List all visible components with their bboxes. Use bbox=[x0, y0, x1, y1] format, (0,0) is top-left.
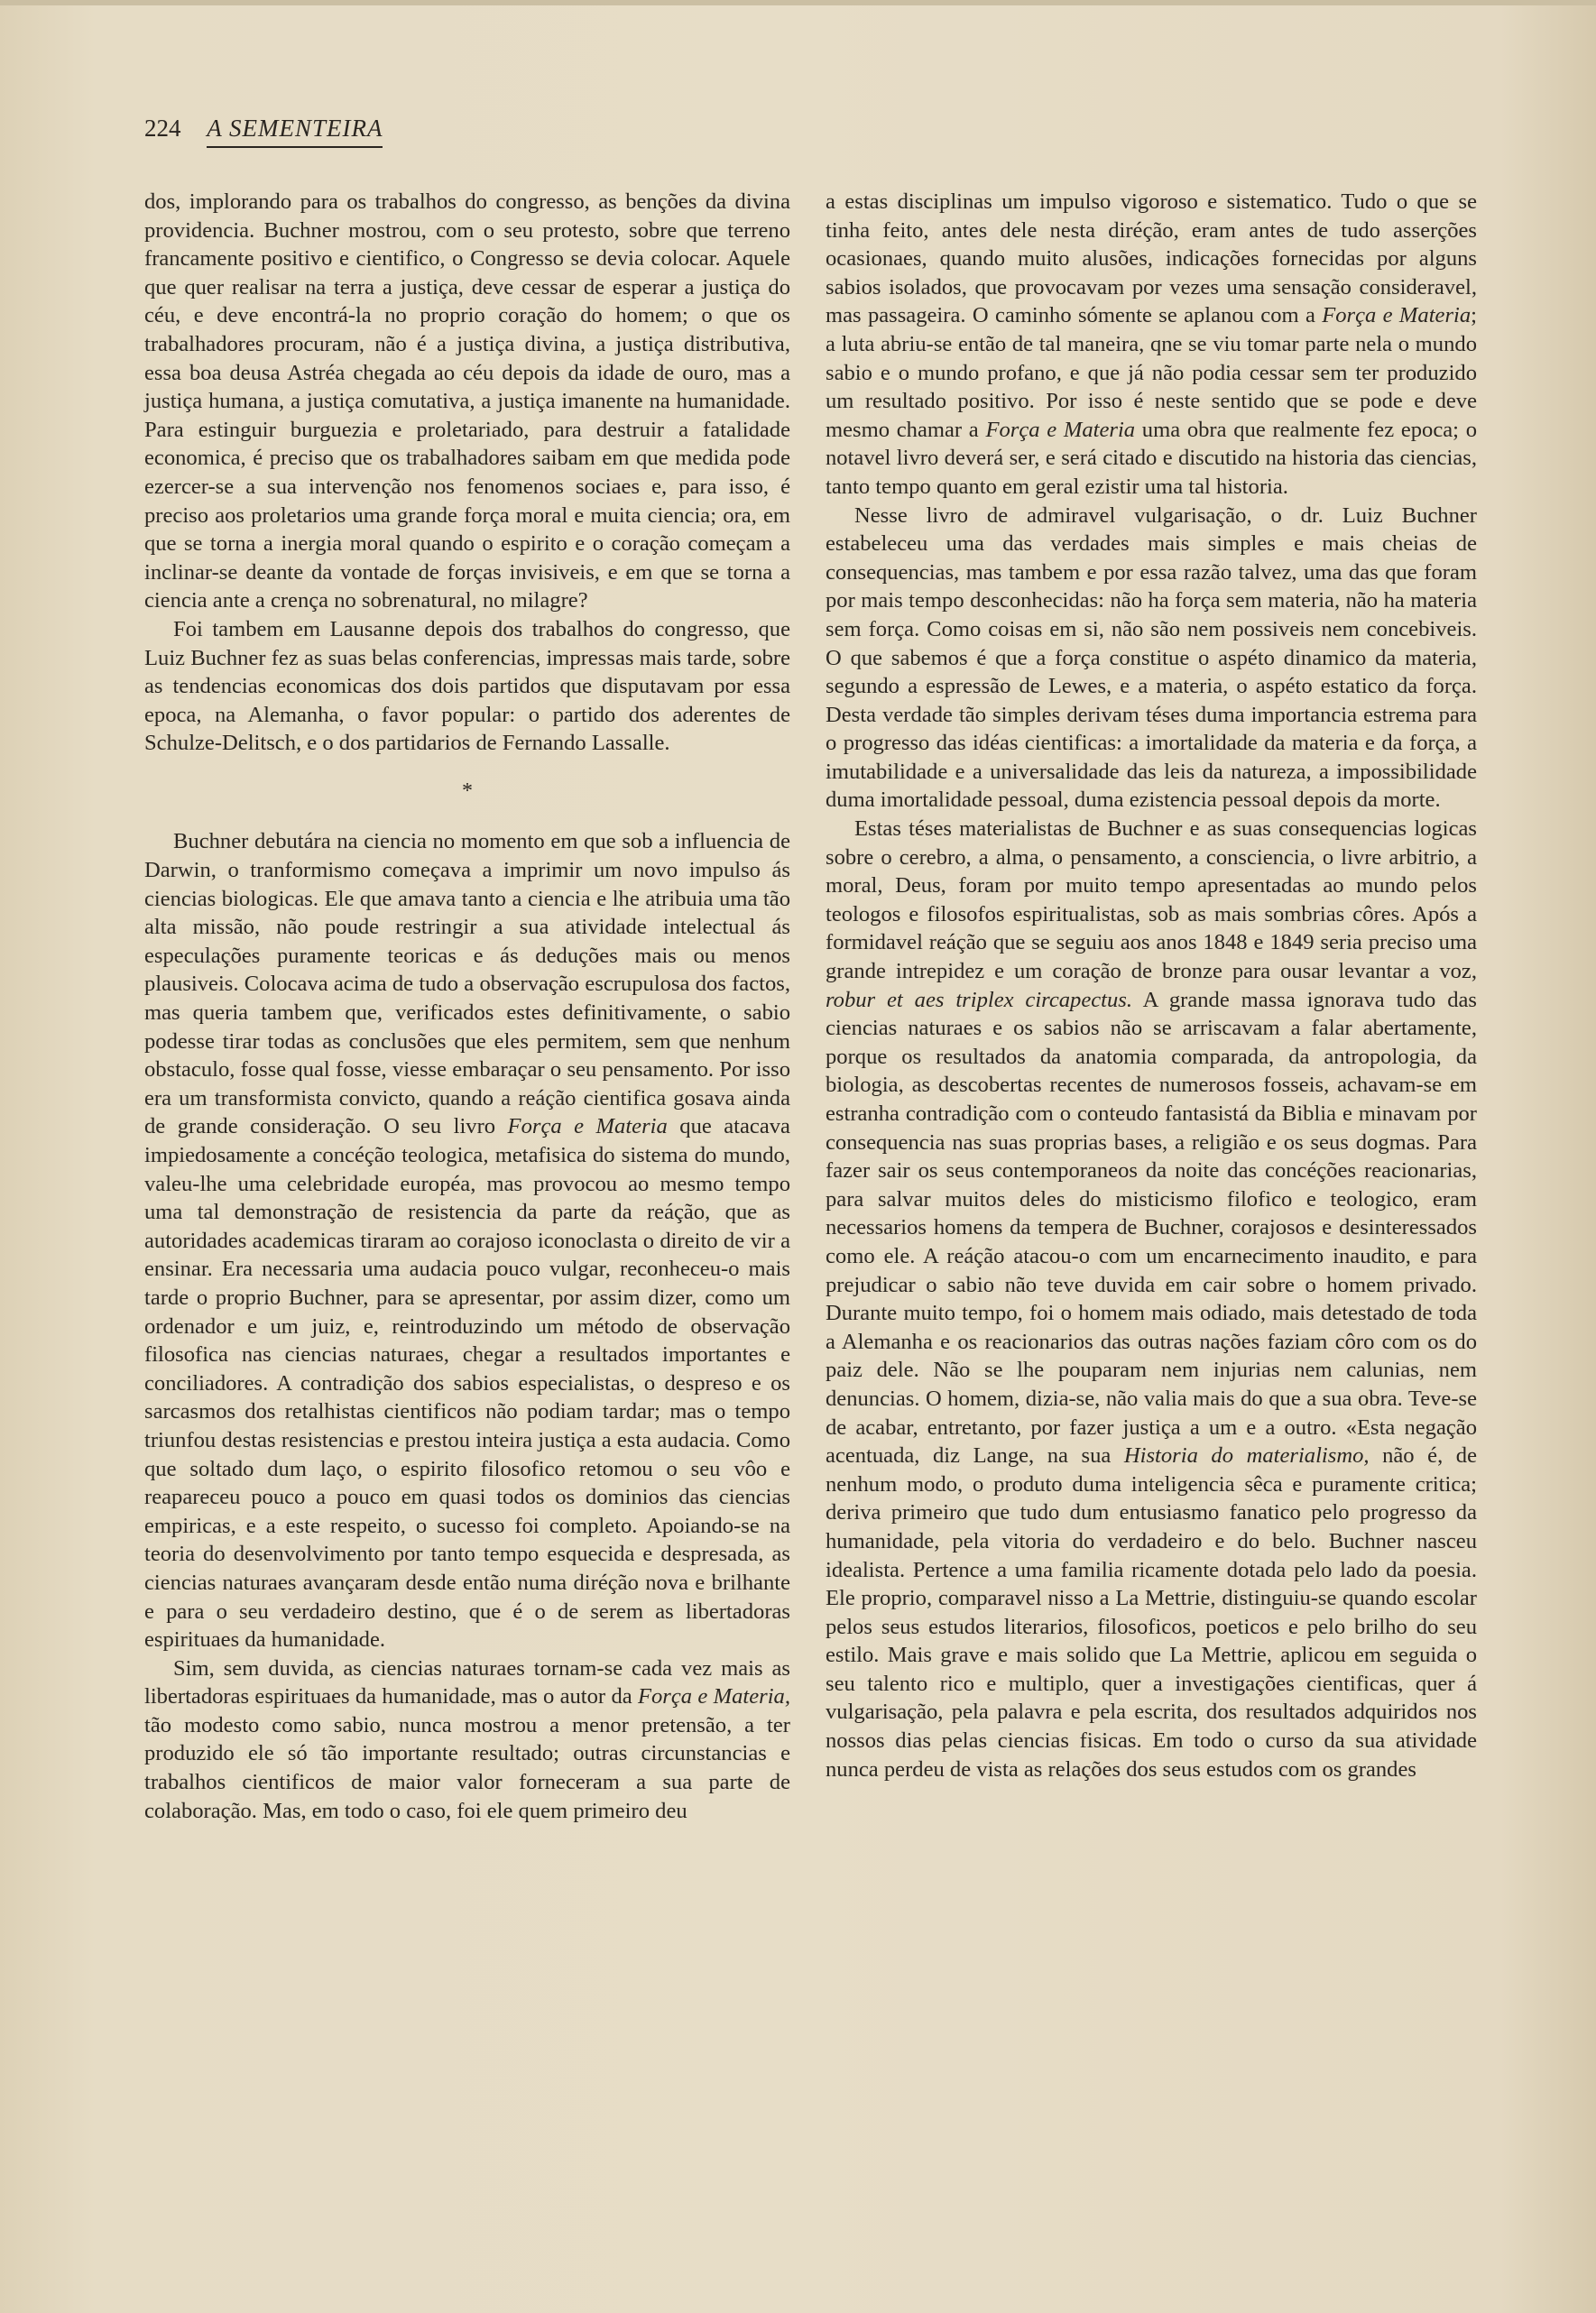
top-edge bbox=[0, 0, 1596, 5]
paragraph bbox=[144, 1654, 790, 1826]
paragraph: Foi tambem em Lausanne depois dos trabalhos do congresso, que Luiz Buchner fez as suas belas conferencias, impressas mais tarde, sobre as tendencias economicas dos dois partidos que disputavam por essa epoca, na Alemanha, o favor popular: o partido dos aderentes de Schulze-Delitsch, e o dos partidarios de Fernando Lassalle. bbox=[144, 616, 790, 756]
text-run: uma obra que realmente fez epoca; o notavel livro deverá ser, e será citado e discutido na historia das ciencias, tanto tempo quanto em geral ezistir uma tal historia. bbox=[826, 417, 1477, 499]
left-column bbox=[144, 188, 790, 1825]
text-run: tão modesto como sabio, nunca mostrou a menor pretensão, a ter produzido ele só tão importante resultado; outras circunstancias e trabalhos cientificos de maior valor forneceram a sua parte de colaboração. Mas, em todo o caso, foi ele quem primeiro deu bbox=[144, 1712, 790, 1823]
text-run: ; a luta abriu-se então de tal maneira, qne se viu tomar parte nela o mundo sabio e o mundo profano, e que já não podia cessar sem ter produzido um resultado positivo. Por isso é neste sentido que se pode e deve mesmo chamar a bbox=[826, 303, 1477, 442]
latin-quote: robur et aes triplex circapectus. bbox=[826, 987, 1133, 1012]
book-title: Força e Materia bbox=[1322, 303, 1471, 328]
page-number: 224 bbox=[144, 115, 181, 142]
paragraph: dos, implorando para os trabalhos do congresso, as benções da divina providencia. Buchner mostrou, com o seu protesto, sobre que terreno francamente positivo e cientifico, o Congresso se devia colocar. Aquele que quer realisar na terra a justiça, deve cessar de esperar a justiça do céu, e deve encontrá-la no proprio coração do homem; o que os trabalhadores procuram, não é a justiça divina, a justiça distributiva, essa boa deusa Astréa chegada ao céu depois da idade de ouro, mas a justiça humana, a justiça comutativa, a justiça imanente na humanidade. Para estinguir burguezia e proletariado, para destruir a fatalidade economica, é preciso que os trabalhadores saibam em que medida pode ezercer-se a sua intervenção nos fenomenos sociaes e, para isso, é preciso aos proletarios uma grande força moral e muita ciencia; ora, em que se torna a inergia moral quando o espirito e o coração começam a inclinar-se deante da vontade de forças invisiveis, e em que se torna a ciencia ante a crença no sobrenatural, no milagre? bbox=[144, 189, 790, 613]
text-run: não é, de nenhum modo, o produto duma inteligencia sêca e puramente critica; deriva primeiro que tudo dum entusiasmo fanatico pelo progresso da humanidade, pela vitoria do verdadeiro e do belo. Buchner nasceu idealista. Pertence a uma familia ricamente dotada pelo lado da poesia. Ele proprio, comparavel nisso a La Mettrie, distinguiu-se quando escolar pelos seus estudos literarios, filosoficos, poeticos e pelo brilho do seu estilo. Mais grave e mais solido que La Mettrie, aplicou em seguida o seu talento rico e multiplo, quer a investigações cientificas, quer á vulgarisação, pela palavra e pela escrita, dos resultados adquiridos nos nossos dias pelas ciencias fisicas. Em todo o curso da sua atividade nunca perdeu de vista as relações dos seus estudos com os grandes bbox=[826, 1443, 1477, 1782]
book-title: Força e Materia bbox=[985, 417, 1136, 442]
book-title: Força e Materia, bbox=[637, 1684, 790, 1709]
text-run: Sim, sem duvida, as ciencias naturaes tornam-se cada vez mais as libertadoras espirituaes da humanidade, mas o autor da bbox=[144, 1655, 790, 1709]
paragraph bbox=[826, 188, 1477, 502]
text-run: que atacava impiedosamente a concéção teologica, metafisica do sistema do mundo, valeu-lhe uma celebridade européa, mas provocou ao mesmo tempo uma tal demonstração de resistencia da parte da reáção, que as autoridades academicas tiraram ao corajoso iconoclasta o direito de vir a ensinar. Era necessaria uma audacia pouco vulgar, reconheceu-o mais tarde o proprio Buchner, para se apresentar, por assim dizer, como um ordenador e um juiz, e, reintroduzindo um método de observação filosofica nas ciencias naturaes, chegar a resultados importantes e conciliadores. A contradição dos sabios especialistas, o despreso e os sarcasmos dos retalhistas cientificos não podiam tardar; mas o tempo triunfou destas resistencias e prestou inteira justiça a esta audacia. Como que soltado dum laço, o espirito filosofico retomou o seu vôo e reapareceu pouco a pouco em quasi todos os dominios das ciencias empiricas, e a este respeito, o sucesso foi completo. Apoiando-se na teoria do desenvolvimento por tanto tempo esquecida e despresada, as ciencias naturaes avançaram desde então numa diréção nova e brilhante e para o seu verdadeiro destino, que é o de serem as libertadoras espirituaes da humanidade. bbox=[144, 1114, 790, 1653]
book-title: Força e Materia bbox=[507, 1114, 668, 1139]
text-run: a estas disciplinas um impulso vigoroso e sistematico. Tudo o que se tinha feito, antes dele nesta diréção, eram antes de tudo asserções ocasionaes, quando muito alusões, indicações fornecidas por alguns sabios isolados, que provocavam por vezes uma sensação consideravel, mas passageira. O caminho sómente se aplanou com a bbox=[826, 189, 1477, 328]
text-run: Buchner debutára na ciencia no momento em que sob a influencia de Darwin, o tranformismo começava a imprimir um novo impulso ás ciencias biologicas. Ele que amava tanto a ciencia e lhe atribuia uma tão alta missão, não poude restringir a sua atividade intelectual ás especulações puramente teoricas e ás deduções mais ou menos plausiveis. Colocava acima de tudo a observação escrupulosa dos factos, mas queria tambem que, verificados estes definitivamente, o sabio podesse tirar todas as conclusões que eles permitem, sem que nenhum obstaculo, fosse qual fosse, viesse embaraçar o seu pensamento. Por isso era um transformista convicto, quando a reáção cientifica gosava ainda de grande consideração. O seu livro bbox=[144, 829, 790, 1139]
text-run: A grande massa ignorava tudo das ciencias naturaes e os sabios não se arriscavam a falar abertamente, porque os resultados da anatomia comparada, da antropologia, da biologia, as descobertas recentes de numerosos fosseis, achavam-se em estranha contradição com o conteudo fantasistá da Biblia e minavam por consequencia nas suas proprias bases, a religião e os seus dogmas. Para fazer sair os seus contemporaneos da noite das concéções reacionarias, para salvar muitos deles do misticismo filofico e teologico, eram necessarios homens da tempera de Buchner, corajosos e desinteressados como ele. A reáção atacou-o com um encarnecimento inaudito, e para prejudicar o sabio não teve duvida em cair sobre o homem privado. Durante muito tempo, foi o homem mais odiado, mais detestado de toda a Alemanha e os reacionarios das outras nações faziam côro com os do paiz dele. Não se lhe pouparam nem injurias nem calunias, nem denuncias. O homem, dizia-se, não valia mais do que a sua obra. Teve-se de acabar, entretanto, por fazer justiça a um e a outro. «Esta negação acentuada, diz Lange, na sua bbox=[826, 987, 1477, 1469]
paragraph bbox=[144, 827, 790, 1654]
right-column bbox=[826, 188, 1477, 1783]
paragraph: Nesse livro de admiravel vulgarisação, o dr. Luiz Buchner estabeleceu uma das verdades mais simples e mais cheias de consequencias, mas tambem e por essa razão talvez, uma das que foram por mais tempo desconhecidas: não ha força sem materia, não ha materia sem força. Como coisas em si, não são nem possiveis nem concebiveis. O que sabemos é que a força constitue o aspéto dinamico da materia, segundo a espressão de Lewes, e a materia, o aspéto estatico da força. Desta verdade tão simples derivam téses duma importancia estrema para o progresso das idéas cientificas: a imortalidade da materia e da força, a imutabilidade e a universalidade das leis da natureza, a impossibilidade duma imortalidade pessoal, duma ezistencia pessoal depois da morte. bbox=[826, 502, 1477, 813]
book-title: Historia do materialismo, bbox=[1123, 1443, 1370, 1469]
text-run: Estas téses materialistas de Buchner e as suas consequencias logicas sobre o cerebro, a alma, o pensamento, a consciencia, o livre arbitrio, a moral, Deus, foram por muito tempo apresentadas ao mundo pelos teologos e filosofos espiritualistas, sob as mais sombrias côres. Após a formidavel reáção que se seguiu aos anos 1848 e 1849 seria preciso uma grande intrepidez e um coração de bronze para ousar levantar a voz, bbox=[826, 816, 1477, 984]
paragraph bbox=[826, 815, 1477, 1783]
journal-title: A SEMENTEIRA bbox=[207, 112, 383, 148]
section-separator: * bbox=[462, 779, 473, 803]
page-header bbox=[144, 112, 487, 152]
